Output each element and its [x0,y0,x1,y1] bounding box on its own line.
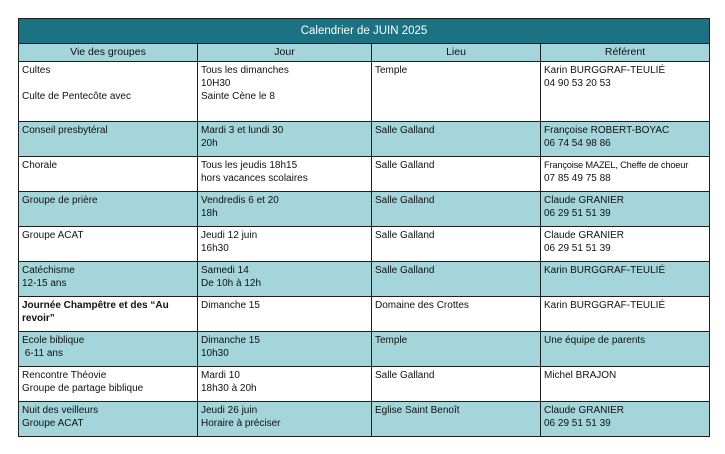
cell-line: Mardi 10 [201,370,240,381]
cell-referent [541,332,710,367]
cell-line: 06 74 54 98 86 [544,138,611,149]
cell-line: Ecole biblique [22,335,85,346]
title-row [19,19,710,44]
cell-line: Dimanche 15 [201,300,260,311]
cell-line: 12-15 ans [22,278,67,289]
calendar-container [18,18,709,437]
cell-lieu [372,227,541,262]
cell-lieu [372,157,541,192]
cell-line: Chorale [22,160,58,171]
cell-jour [198,297,372,332]
cell-groupe [19,122,198,157]
cell-jour [198,367,372,402]
cell-line: Michel BRAJON [544,370,617,381]
cell-line: Culte de Pentecôte avec [22,91,131,102]
cell-line: Vendredis 6 et 20 [201,195,279,206]
cell-referent [541,262,710,297]
cell-groupe [19,192,198,227]
cell-line: 18h30 à 20h [201,383,257,394]
cell-line: 20h [201,138,218,149]
cell-line: Salle Galland [375,265,435,276]
cell-line: Dimanche 15 [201,335,260,346]
cell-lieu [372,192,541,227]
cell-referent [541,297,710,332]
cell-line: Domaine des Crottes [375,300,469,311]
table-row [19,122,710,157]
table-row [19,367,710,402]
cell-jour [198,192,372,227]
cell-lieu [372,402,541,437]
calendar-table [18,18,710,437]
cell-line: Karin BURGGRAF-TEULIÉ [544,300,666,311]
cell-line: Salle Galland [375,370,435,381]
column-header-groupe: Vie des groupes [19,44,198,62]
cell-jour [198,157,372,192]
cell-jour [198,227,372,262]
cell-jour [198,122,372,157]
cell-line: 18h [201,208,218,219]
cell-line: hors vacances scolaires [201,173,308,184]
cell-referent [541,402,710,437]
cell-jour [198,62,372,122]
cell-line: Salle Galland [375,125,435,136]
cell-groupe [19,402,198,437]
cell-line: 06 29 51 51 39 [544,243,611,254]
cell-line: 10H30 [201,78,231,89]
cell-line: Françoise ROBERT-BOYAC [544,125,670,136]
column-header-jour: Jour [198,44,372,62]
cell-line: Salle Galland [375,230,435,241]
cell-groupe [19,157,198,192]
cell-line: Groupe de partage biblique [22,383,144,394]
cell-line: 6-11 ans [22,348,63,359]
header-row [19,44,710,62]
cell-line: Journée Champêtre et des “Au revoir” [22,300,169,324]
cell-lieu [372,332,541,367]
cell-lieu [372,367,541,402]
cell-groupe [19,62,198,122]
table-row [19,227,710,262]
cell-groupe [19,262,198,297]
cell-groupe [19,227,198,262]
cell-line: Tous les jeudis 18h15 [201,160,298,171]
cell-line: 07 85 49 75 88 [544,173,611,184]
table-row [19,262,710,297]
cell-line: Rencontre Théovie [22,370,107,381]
cell-line: 04 90 53 20 53 [544,78,611,89]
calendar-title: Calendrier de JUIN 2025 [19,19,710,44]
cell-line: Salle Galland [375,195,435,206]
cell-line: Une équipe de parents [544,335,646,346]
cell-line: Jeudi 12 juin [201,230,258,241]
table-row [19,297,710,332]
table-row [19,402,710,437]
cell-line: Claude GRANIER [544,405,625,416]
table-row [19,62,710,122]
cell-line: Salle Galland [375,160,435,171]
cell-lieu [372,297,541,332]
cell-line: 10h30 [201,348,229,359]
cell-line: Jeudi 26 juin [201,405,258,416]
cell-line: Groupe ACAT [22,230,84,241]
cell-line: Horaire à préciser [201,418,281,429]
cell-line: Françoise MAZEL, Cheffe de choeur [544,160,689,170]
column-header-referent: Référent [541,44,710,62]
cell-line: Nuit des veilleurs [22,405,99,416]
cell-line: 16h30 [201,243,229,254]
cell-line: Samedi 14 [201,265,249,276]
cell-line: 06 29 51 51 39 [544,208,611,219]
cell-line: Temple [375,65,408,76]
cell-line: Claude GRANIER [544,230,625,241]
cell-lieu [372,262,541,297]
cell-line: Conseil presbytéral [22,125,108,136]
cell-line: Sainte Cène le 8 [201,91,275,102]
cell-line: Tous les dimanches [201,65,289,76]
cell-referent [541,62,710,122]
cell-spacer [22,77,194,90]
cell-jour [198,262,372,297]
cell-referent [541,367,710,402]
cell-line: 06 29 51 51 39 [544,418,611,429]
cell-lieu [372,62,541,122]
cell-line: Groupe ACAT [22,418,84,429]
cell-referent [541,192,710,227]
cell-referent [541,227,710,262]
cell-jour [198,402,372,437]
cell-groupe [19,367,198,402]
table-row [19,332,710,367]
cell-lieu [372,122,541,157]
cell-groupe [19,332,198,367]
cell-line: De 10h à 12h [201,278,262,289]
cell-line: Claude GRANIER [544,195,625,206]
cell-jour [198,332,372,367]
cell-line: Mardi 3 et lundi 30 [201,125,284,136]
cell-line: Cultes [22,65,51,76]
cell-line: Temple [375,335,408,346]
cell-line: Karin BURGGRAF-TEULIÉ [544,265,666,276]
table-row [19,157,710,192]
cell-line: Groupe de prière [22,195,98,206]
cell-referent [541,122,710,157]
table-row [19,192,710,227]
cell-referent [541,157,710,192]
cell-line: Karin BURGGRAF-TEULIÉ [544,65,666,76]
cell-line: Catéchisme [22,265,75,276]
column-header-lieu: Lieu [372,44,541,62]
cell-groupe [19,297,198,332]
cell-line: Eglise Saint Benoît [375,405,460,416]
